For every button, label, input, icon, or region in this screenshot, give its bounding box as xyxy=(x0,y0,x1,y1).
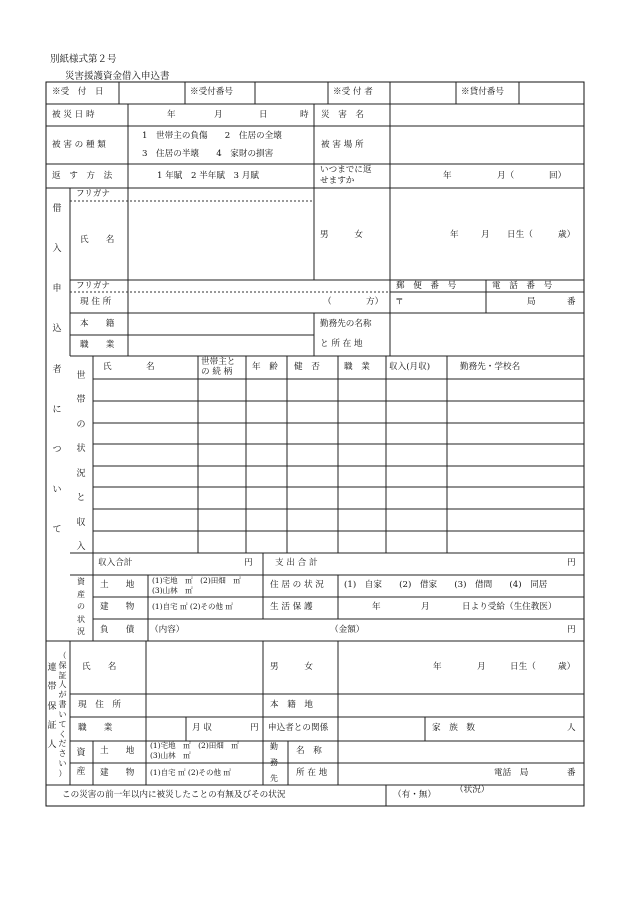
expense-total-label: 支 出 合 計 xyxy=(275,558,318,568)
job-label: 職 業 xyxy=(80,340,115,350)
disaster-hour: 時 xyxy=(300,110,309,120)
guarantor-note-char: 証 xyxy=(58,670,67,680)
guarantor-side-char: 帯 xyxy=(47,682,57,693)
repay-year: 年 xyxy=(443,171,452,181)
assets-side-label xyxy=(74,578,88,636)
applicant-side-char: つ xyxy=(52,444,62,455)
guarantor-assets-side xyxy=(74,744,88,782)
income-total-label: 収入合計 xyxy=(98,558,133,568)
applicant-side-char: て xyxy=(52,525,62,535)
form-title: 災害援護資金借入申込書 xyxy=(65,71,170,82)
debt-yen: 円 xyxy=(567,625,576,635)
assets-side-char: 状 xyxy=(77,614,85,624)
debt-amount: （金額） xyxy=(330,625,365,635)
debt-content: （内容） xyxy=(150,625,185,635)
guarantor-job-label: 職 業 xyxy=(78,723,113,733)
repay-methods: 1 年賦 2 半年賦 3 月賦 xyxy=(157,171,259,181)
repay-when-label-1: いつまでに返 xyxy=(320,165,372,175)
loan-number-label: ※貸付番号 xyxy=(461,87,504,97)
household-side-char: と xyxy=(76,493,86,504)
work-label-1: 勤務先の名称 xyxy=(320,319,372,329)
guarantor-work-side xyxy=(267,743,281,783)
guarantor-note-char: て xyxy=(58,719,67,729)
guarantor-building-label: 建 物 xyxy=(100,768,135,778)
guarantor-side-char: 保 xyxy=(47,701,57,712)
household-side-char: 収 xyxy=(76,517,86,528)
debt-label: 負 債 xyxy=(100,625,135,635)
damage-type-options-1: 1 世帯主の負傷 2 住居の全壊 xyxy=(142,131,282,141)
address-paren: （ 方） xyxy=(323,297,384,307)
col-name: 氏 名 xyxy=(103,362,155,372)
reception-number-label: ※受付番号 xyxy=(190,87,233,97)
reception-date-label: ※受 付 日 xyxy=(52,87,104,97)
guarantor-note-char: さ xyxy=(58,749,67,759)
guarantor-note-char: （ xyxy=(58,651,67,660)
guarantor-note-char: だ xyxy=(58,739,67,749)
guarantor-family-unit: 人 xyxy=(567,723,576,733)
guarantor-land-options-2: (3)山林 ㎡ xyxy=(150,751,191,760)
guarantor-birth-month: 月 xyxy=(477,662,486,672)
applicant-birth-month: 月 xyxy=(481,230,490,240)
guarantor-work-address: 所 在 地 xyxy=(296,768,328,778)
household-side-char: 世 xyxy=(76,371,86,381)
guarantor-land-label: 土 地 xyxy=(100,746,135,756)
income-total-yen: 円 xyxy=(244,558,253,568)
guarantor-note-char: 書 xyxy=(58,700,67,710)
assets-side-char: の xyxy=(77,602,85,611)
phone-label: 電 話 番 号 xyxy=(492,281,553,291)
guarantor-phone-office: 電話 局 xyxy=(494,768,529,778)
disaster-year: 年 xyxy=(167,110,176,120)
col-relation-2: の 続 柄 xyxy=(201,367,233,377)
damage-place-label: 被 害 場 所 xyxy=(321,140,364,150)
guarantor-domicile-label: 本 籍 地 xyxy=(270,700,313,710)
damage-type-label: 被 害 の 種 類 xyxy=(52,140,106,150)
expense-total-yen: 円 xyxy=(567,558,576,568)
applicant-side-label xyxy=(50,205,64,535)
guarantor-work-char: 務 xyxy=(270,758,278,767)
repay-when-label-2: せますか xyxy=(320,176,355,186)
applicant-side-char: 入 xyxy=(52,244,62,255)
guarantor-relation-label: 申込者との関係 xyxy=(268,723,329,733)
guarantor-monthly: 月 収 xyxy=(192,723,212,733)
applicant-name-label: 氏 名 xyxy=(80,235,115,245)
household-side-char: 入 xyxy=(76,541,86,552)
guarantor-side-char: 証 xyxy=(47,720,57,731)
welfare-text: 日より受給（生住教医） xyxy=(462,602,557,612)
guarantor-land-options-1: (1)宅地 ㎡ (2)田畑 ㎡ xyxy=(150,741,239,750)
form-number: 別紙様式第２号 xyxy=(50,54,117,65)
disaster-month: 月 xyxy=(214,110,223,120)
household-side-char: 帯 xyxy=(76,395,86,406)
applicant-birth-age: 歳） xyxy=(558,230,576,240)
guarantor-note-char: 人 xyxy=(58,680,67,690)
guarantor-birth-year: 年 xyxy=(433,662,442,672)
household-side-label xyxy=(74,372,88,552)
guarantor-note-char: く xyxy=(58,729,67,739)
land-label: 土 地 xyxy=(100,580,135,590)
land-options-1: (1)宅地 ㎡ (2)田畑 ㎡ xyxy=(152,576,241,585)
repay-month: 月（ xyxy=(497,171,515,181)
guarantor-note-char: 保 xyxy=(58,660,67,670)
applicant-birth-year: 年 xyxy=(450,230,459,240)
applicant-gender: 男 女 xyxy=(320,230,363,240)
col-relation-1: 世帯主と xyxy=(201,357,236,367)
guarantor-note-char: ） xyxy=(58,768,67,778)
receiver-label: ※受 付 者 xyxy=(333,87,373,97)
damage-type-options-2: 3 住居の半壊 4 家財の損害 xyxy=(142,149,274,159)
disaster-day: 日 xyxy=(259,110,268,120)
assets-side-char: 況 xyxy=(77,627,85,636)
repay-method-label: 返 す 方 法 xyxy=(52,171,113,181)
guarantor-building-options: (1)自宅 ㎡ (2)その他 ㎡ xyxy=(150,768,231,777)
guarantor-note-char: が xyxy=(58,690,67,700)
applicant-side-char: 込 xyxy=(52,324,62,335)
applicant-side-char: に xyxy=(52,404,62,415)
assets-side-char: 産 xyxy=(77,589,85,599)
footer-status: （状況） xyxy=(455,785,490,795)
guarantor-work-name: 名 称 xyxy=(296,746,322,756)
disaster-name-label: 災 害 名 xyxy=(321,110,364,120)
applicant-side-char: 申 xyxy=(52,284,62,295)
applicant-side-char: 借 xyxy=(52,204,62,214)
footer-question: この災害の前一年以内に被災したことの有無及びその状況 xyxy=(62,790,286,800)
guarantor-side-label xyxy=(47,664,57,750)
guarantor-assets-char: 資 xyxy=(76,748,86,758)
phone-office: 局 xyxy=(527,297,536,307)
guarantor-birth-age: 歳） xyxy=(558,662,576,672)
guarantor-note-char: い xyxy=(58,759,67,769)
assets-side-char: 資 xyxy=(77,577,85,586)
guarantor-side-char: 人 xyxy=(47,740,57,750)
col-income: 収入(月収) xyxy=(389,362,431,372)
applicant-side-char: 者 xyxy=(52,364,62,375)
household-side-char: 況 xyxy=(76,468,86,479)
postal-mark: 〒 xyxy=(395,297,404,307)
guarantor-work-char: 先 xyxy=(270,774,278,783)
guarantor-note-label xyxy=(57,652,68,778)
welfare-label: 生 活 保 護 xyxy=(270,602,313,612)
housing-options: (1) 自家 (2) 借家 (3) 借間 (4) 同居 xyxy=(344,580,548,590)
phone-number: 番 xyxy=(567,297,576,307)
work-label-2: と 所 在 地 xyxy=(320,339,363,349)
household-side-char: 状 xyxy=(76,444,86,455)
guarantor-monthly-yen: 円 xyxy=(250,723,259,733)
welfare-month: 月 xyxy=(421,602,430,612)
household-side-char: の xyxy=(76,419,86,430)
postal-label: 郵 便 番 号 xyxy=(396,281,457,291)
address-label: 現 住 所 xyxy=(80,297,112,307)
guarantor-work-char: 勤 xyxy=(270,742,278,751)
guarantor-assets-char: 産 xyxy=(76,767,86,777)
disaster-date-label: 被 災 日 時 xyxy=(52,110,95,120)
col-age: 年 齢 xyxy=(252,362,278,372)
furigana-label: フリガナ xyxy=(76,189,110,199)
domicile-label: 本 籍 xyxy=(80,319,115,329)
guarantor-name-label: 氏 名 xyxy=(82,662,117,672)
applicant-side-char: い xyxy=(52,484,62,495)
furigana2-label: フリガナ xyxy=(76,281,110,291)
guarantor-address-label: 現 住 所 xyxy=(78,700,121,710)
guarantor-phone-number: 番 xyxy=(567,768,576,778)
guarantor-note-char: い xyxy=(58,709,67,719)
building-options: (1)自宅 ㎡ (2)その他 ㎡ xyxy=(152,602,233,611)
guarantor-gender: 男 女 xyxy=(270,662,313,672)
building-label: 建 物 xyxy=(100,602,135,612)
guarantor-birth-day: 日生（ xyxy=(510,662,536,672)
col-work: 勤務先・学校名 xyxy=(460,362,521,372)
col-health: 健 否 xyxy=(294,362,320,372)
welfare-year: 年 xyxy=(372,602,381,612)
land-options-2: (3)山林 ㎡ xyxy=(152,586,193,595)
col-job: 職 業 xyxy=(344,362,370,372)
repay-times: 回） xyxy=(549,171,567,181)
guarantor-family-label: 家 族 数 xyxy=(432,723,475,733)
footer-choice: （有・無） xyxy=(393,790,436,800)
housing-label: 住 居 の 状 況 xyxy=(270,580,324,590)
guarantor-side-char: 連 xyxy=(47,663,57,673)
applicant-birth-day: 日生（ xyxy=(507,230,533,240)
